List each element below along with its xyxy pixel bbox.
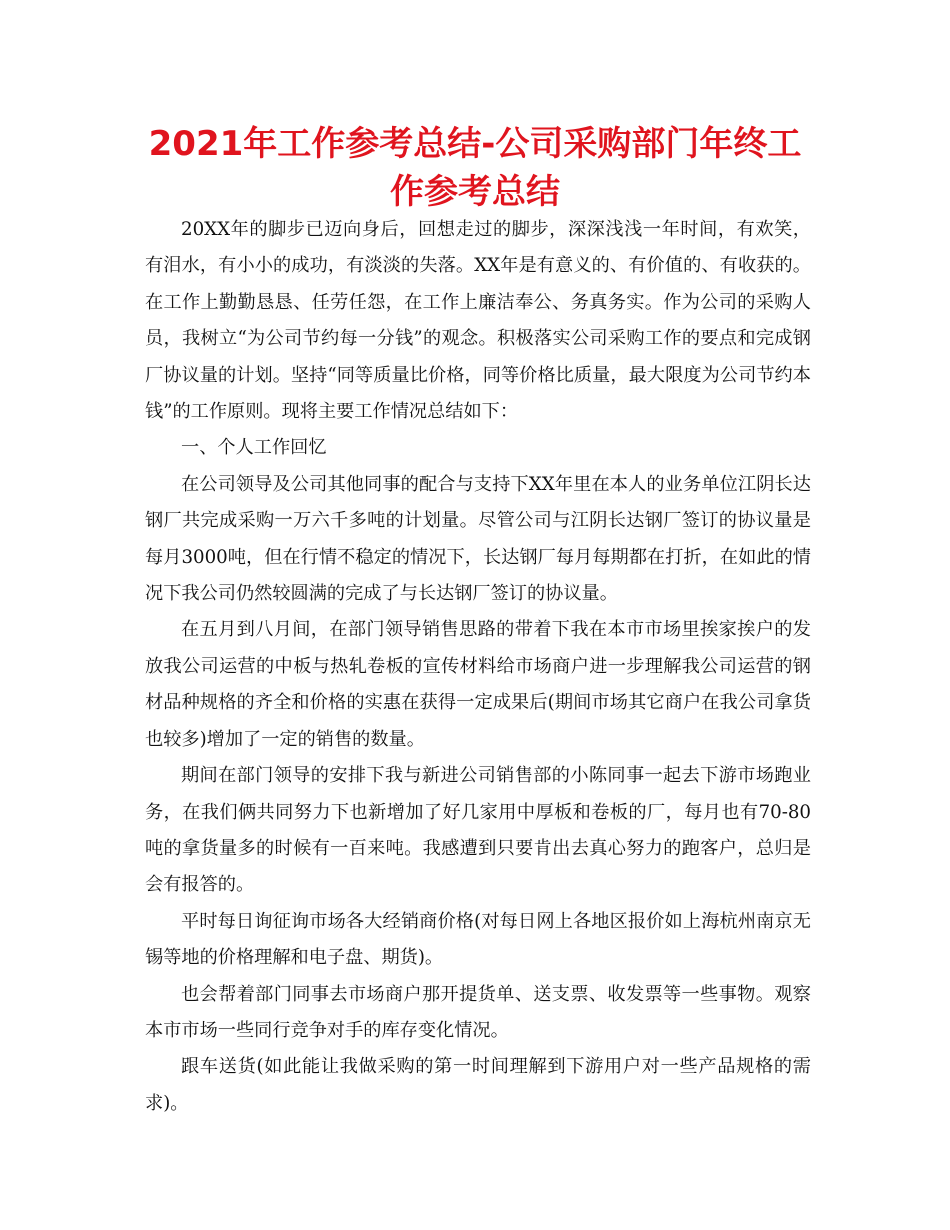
paragraph-procurement-volume: 在公司领导及公司其他同事的配合与支持下XX年里在本人的业务单位江阴长达钢厂共完成采购一万六千多吨的计划量。尽管公司与江阴长达钢厂签订的协议量是每月3000吨，但在行情不稳定的情况下，长达钢厂每月每期都在打折，在如此的情况下我公司仍然较圆满的完成了与长达钢厂签订的协议量。 (145, 473, 811, 605)
paragraph-intro: 20XX年的脚步已迈向身后，回想走过的脚步，深深浅浅一年时间，有欢笑，有泪水，有小小的成功，有淡淡的失落。XX年是有意义的、有价值的、有收获的。在工作上勤勤恳恳、任劳任怨，在工作上廉洁奉公、务真务实。作为公司的采购人员，我树立“为公司节约每一分钱”的观念。积极落实公司采购工作的要点和完成钢厂协议量的计划。坚持“同等质量比价格，同等价格比质量，最大限度为公司节约本钱”的工作原则。现将主要工作情况总结如下： (145, 219, 811, 423)
paragraph-price-inquiry: 平时每日询征询市场各大经销商价格(对每日网上各地区报价如上海杭州南京无锡等地的价格理解和电子盘、期货)。 (145, 910, 811, 969)
document-title: 2021年工作参考总结-公司采购部门年终工作参考总结 (148, 124, 802, 212)
paragraph-downstream-sales: 期间在部门领导的安排下我与新进公司销售部的小陈同事一起去下游市场跑业务，在我们俩共同努力下也新增加了好几家用中厚板和卷板的厂，每月也有70-80吨的拿货量多的时候有一百来吨。我感遭到只要肯出去真心努力的跑客户，总归是会有报答的。 (145, 765, 811, 896)
section-heading-personal-review: 一、个人工作回忆 (181, 437, 327, 459)
paragraph-delivery: 跟车送货(如此能让我做采购的第一时间理解到下游用户对一些产品规格的需求)。 (145, 1056, 811, 1114)
paragraph-market-promotion: 在五月到八月间，在部门领导销售思路的带着下我在本市市场里挨家挨户的发放我公司运营的中板与热轧卷板的宣传材料给市场商户进一步理解我公司运营的钢材品种规格的齐全和价格的实惠在获得一定成果后(期间市场其它商户在我公司拿货也较多)增加了一定的销售的数量。 (145, 619, 811, 750)
paragraph-assist-colleagues: 也会帮着部门同事去市场商户那开提货单、送支票、收发票等一些事物。观察本市市场一些同行竞争对手的库存变化情况。 (145, 983, 811, 1041)
document-body (145, 212, 811, 1122)
